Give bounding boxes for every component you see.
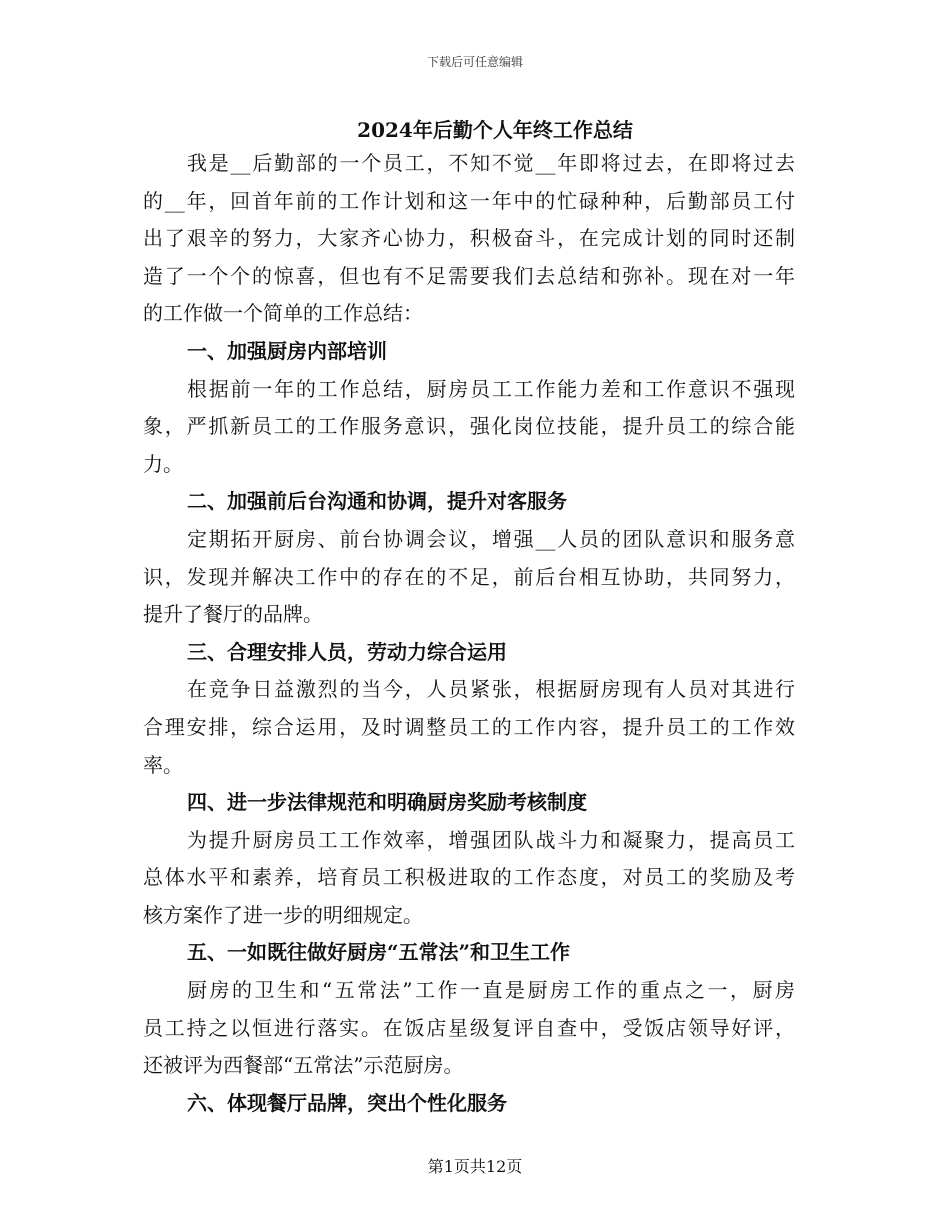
paragraph-line: 出了艰辛的努力，大家齐心协力，积极奋斗，在完成计划的同时还制 bbox=[143, 226, 795, 251]
paragraph-line: 核方案作了进一步的明细规定。 bbox=[143, 902, 423, 927]
paragraph-line: 力。 bbox=[143, 451, 183, 476]
header-note: 下载后可任意编辑 bbox=[426, 55, 523, 69]
section-heading: 三、合理安排人员，劳动力综合运用 bbox=[187, 639, 507, 664]
paragraph-line: 我是__后勤部的一个员工，不知不觉__年即将过去，在即将过去 bbox=[187, 151, 795, 175]
paragraph-line: 员工持之以恒进行落实。在饭店星级复评自查中，受饭店领导好评， bbox=[143, 1015, 795, 1040]
paragraph-line: 定期拓开厨房、前台协调会议，增强__人员的团队意识和服务意 bbox=[187, 526, 795, 551]
page-footer: 第1页共12页 bbox=[427, 1157, 523, 1176]
paragraph-line: 提升了餐厅的品牌。 bbox=[143, 602, 323, 627]
paragraph-line: 象，严抓新员工的工作服务意识，强化岗位技能，提升员工的综合能 bbox=[143, 414, 795, 439]
paragraph-line: 为提升厨房员工工作效率，增强团队战斗力和凝聚力，提高员工 bbox=[187, 827, 795, 852]
paragraph-line: 在竞争日益激烈的当今，人员紧张，根据厨房现有人员对其进行 bbox=[187, 677, 795, 702]
document-body bbox=[143, 145, 795, 1122]
paragraph-line: 造了一个个的惊喜，但也有不足需要我们去总结和弥补。现在对一年 bbox=[143, 263, 795, 288]
document-title: 2024年后勤个人年终工作总结 bbox=[357, 118, 633, 142]
paragraph-line: 还被评为西餐部“五常法”示范厨房。 bbox=[143, 1053, 464, 1078]
paragraph-line: 根据前一年的工作总结，厨房员工工作能力差和工作意识不强现 bbox=[187, 376, 795, 401]
paragraph-line: 的工作做一个简单的工作总结： bbox=[143, 301, 423, 326]
paragraph-line: 的__年，回首年前的工作计划和这一年中的忙碌种种，后勤部员工付 bbox=[143, 188, 795, 213]
section-heading: 四、进一步法律规范和明确厨房奖励考核制度 bbox=[187, 790, 587, 815]
section-heading: 六、体现餐厅品牌，突出个性化服务 bbox=[187, 1090, 507, 1115]
section-heading: 五、一如既往做好厨房“五常法”和卫生工作 bbox=[187, 940, 571, 965]
paragraph-line: 合理安排，综合运用，及时调整员工的工作内容，提升员工的工作效 bbox=[143, 714, 795, 739]
section-heading: 二、加强前后台沟通和协调，提升对客服务 bbox=[187, 489, 567, 514]
paragraph-line: 总体水平和素养，培育员工积极进取的工作态度，对员工的奖励及考 bbox=[143, 865, 795, 890]
paragraph-line: 率。 bbox=[143, 752, 183, 777]
paragraph-line: 厨房的卫生和“五常法”工作一直是厨房工作的重点之一，厨房 bbox=[187, 978, 795, 1003]
section-heading: 一、加强厨房内部培训 bbox=[187, 338, 387, 363]
paragraph-line: 识，发现并解决工作中的存在的不足，前后台相互协助，共同努力， bbox=[143, 564, 795, 589]
